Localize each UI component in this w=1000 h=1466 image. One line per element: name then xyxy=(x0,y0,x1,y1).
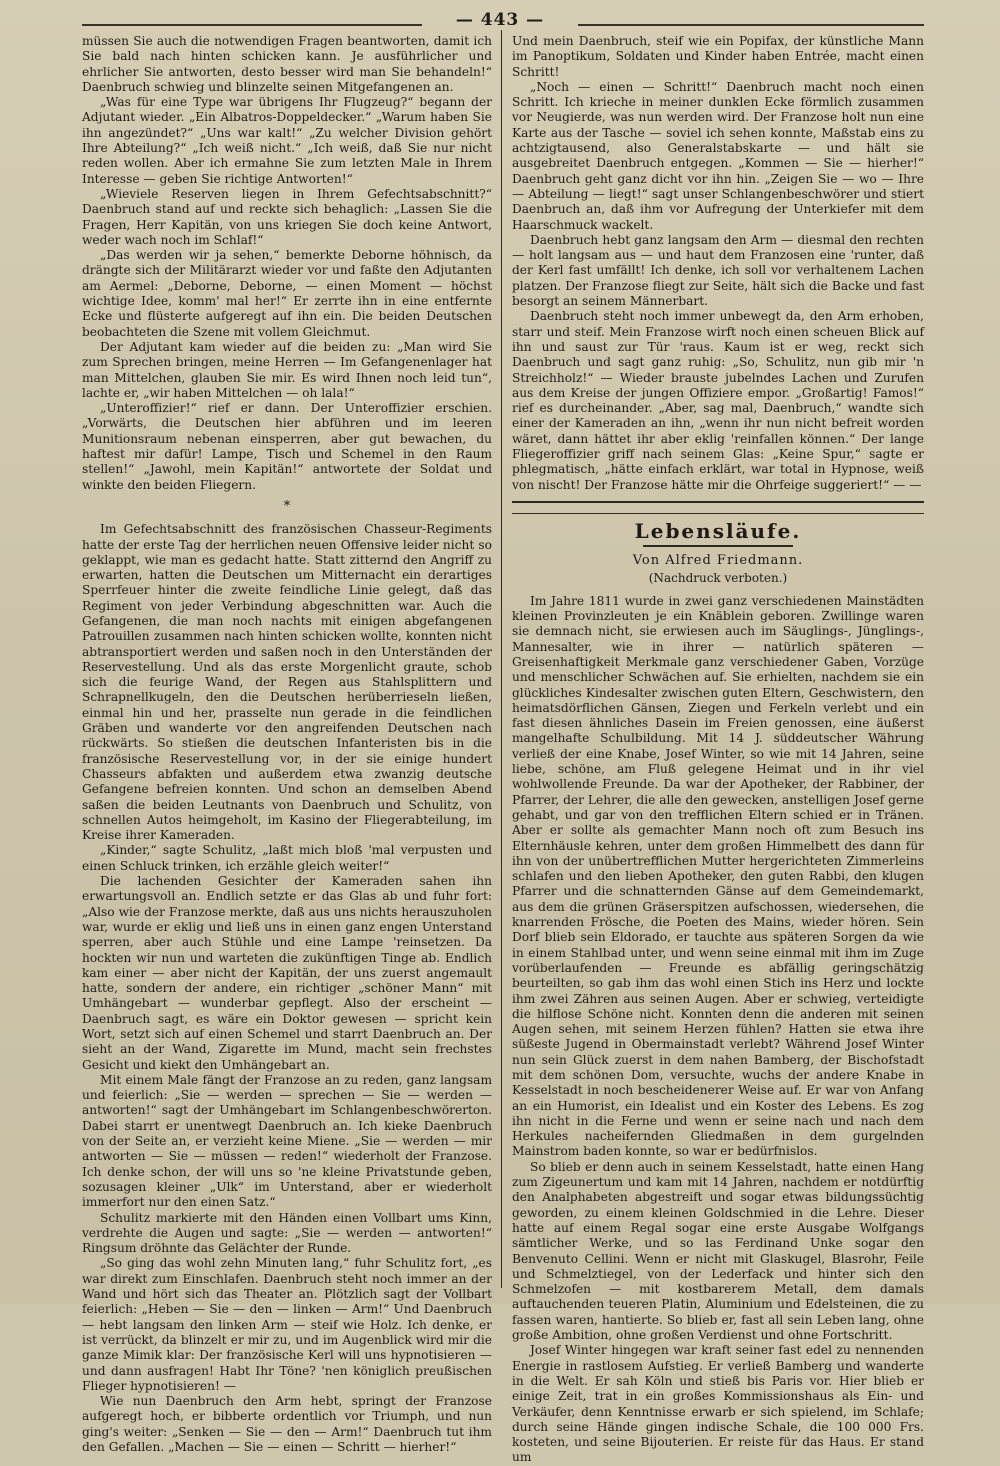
reprint-note: (Nachdruck verboten.) xyxy=(648,570,788,585)
paragraph: „Das werden wir ja sehen,“ bemerkte Deborne höhnisch, da drängte sich der Militärarzt wieder vor und faßte den Adjutanten am Aermel: „Deborne, Deborne, — einen Moment — höchst wichtige Idee, komm' mal her!“ Er zerrte ihn in eine entfernte Ecke und flüsterte aufgeregt auf ihn ein. Die beiden Deutschen beobachteten die Szene mit vollem Gleichmut. xyxy=(82,248,492,339)
paragraph: Daenbruch hebt ganz langsam den Arm — diesmal den rechten — holt langsam aus — und haut dem Franzosen eine 'runter, daß der Kerl fast umfällt! Ich denke, ich soll vor verhaltenem Lachen platzen. Der Franzose fliegt zur Seite, hält sich die Backe und fast besorgt an seinem Männerbart. xyxy=(512,232,924,309)
paragraph: So blieb er denn auch in seinem Kesselstadt, hatte einen Hang zum Zigeunertum und kam mit 14 Jahren, nachdem er notdürftig den Analphabeten abgestreift und sogar etwas bildungssüchtig geworden, zu einem kleinen Goldschmied in die Lehre. Dieser hatte auf einem Regal sogar eine erste Ausgabe Wolfgangs sämtlicher Werke, und so las Ferdinand Unke sogar den Benvenuto Cellini. Wenn er nicht mit Glaskugel, Blasrohr, Feile und Schmelztiegel, von der Lederfack und hinter sich den Schmelzofen — mit kostbarerem Metall, dem damals auftauchenden teueren Platin, Aluminium und Edelsteinen, die zu fassen waren, hantierte. So blieb er, fast all sein Leben lang, ohne große Ambition, ohne großen Verdienst und ohne Fortschritt. xyxy=(512,1159,924,1343)
right-column xyxy=(512,34,924,1465)
paragraph: „Wieviele Reserven liegen in Ihrem Gefechtsabschnitt?“ Daenbruch stand auf und reckte sich behaglich: „Lassen Sie die Fragen, Herr Kapitän, von uns kriegen Sie doch keine Antwort, weder wach noch im Schlaf!“ xyxy=(82,186,492,247)
page-number: — 443 — xyxy=(455,10,545,30)
top-rule-left xyxy=(82,24,422,26)
paragraph: Schulitz markierte mit den Händen einen Vollbart ums Kinn, verdrehte die Augen und sagte: „Sie — werden — antworten!“ Ringsum dröhnte das Gelächter der Runde. xyxy=(82,1210,492,1256)
paragraph: Die lachenden Gesichter der Kameraden sahen ihn erwartungsvoll an. Endlich setzte er das Glas ab und fuhr fort: „Also wie der Franzose merkte, daß aus uns nichts herauszuholen war, wurde er eklig und ließ uns in einen ganz engen Unterstand sperren, aber auch Stühle und eine Lampe 'reinsetzen. Da hockten wir nun und warteten die zukünftigen Tinge ab. Endlich kam einer — aber nicht der Kapitän, der uns zuerst angemault hatte, sondern der andere, ein richtiger „schöner Mann“ mit Umhängebart — wunderbar gepflegt. Also der erscheint — Daenbruch sagt, es wäre ein Doktor gewesen — spricht kein Wort, setzt sich auf einen Schemel und starrt Daenbruch an. Der sieht an der Wand, Zigarette im Mund, macht sein frechstes Gesicht und kiekt den Umhängebart an. xyxy=(82,874,492,1072)
paragraph: Wie nun Daenbruch den Arm hebt, springt der Franzose aufgeregt hoch, er bibberte ordentlich vor Triumph, und nun ging's weiter: „Senken — Sie — den — Arm!“ Daenbruch tut ihm den Gefallen. „Machen — Sie — einen — Schritt — hierher!“ xyxy=(82,1394,492,1455)
paragraph: Mit einem Male fängt der Franzose an zu reden, ganz langsam und feierlich: „Sie — werden — sprechen — Sie — werden — antworten!“ sagt der Umhängebart im Schlangenbeschwörerton. Dabei starrt er unentwegt Daenbruch an. Ich kieke Daenbruch von der Seite an, er verzieht keine Miene. „Sie — werden — mir antworten — Sie — müssen — reden!“ wiederholt der Franzose. Ich denke schon, der will uns so 'ne kleine Privatstunde geben, sozusagen kleiner „Ulk“ im Unterstand, aber er wiederholt immerfort nur den einen Satz.“ xyxy=(82,1072,492,1210)
paragraph: „Was für eine Type war übrigens Ihr Flugzeug?“ begann der Adjutant wieder. „Ein Albatros-Doppeldecker.“ „Warum haben Sie ihn angezündet?“ „Uns war kalt!“ „Zu welcher Division gehört Ihre Abteilung?“ „Ich weiß nicht.“ „Ich weiß, daß Sie nur nicht reden wollen. Aber ich ermahne Sie zum letzten Male in Ihrem Interesse — geben Sie richtige Antworten!“ xyxy=(82,95,492,186)
section-rule xyxy=(512,501,924,503)
paragraph: Der Adjutant kam wieder auf die beiden zu: „Man wird Sie zum Sprechen bringen, meine Herren — Im Gefangenenlager hat man Mittelchen, glauben Sie mir. Es wird Ihnen noch leid tun“, lachte er, „wir haben Mittelchen — oh lala!“ xyxy=(82,339,492,400)
column-divider xyxy=(501,30,502,1288)
paragraph: Im Jahre 1811 wurde in zwei ganz verschiedenen Mainstädten kleinen Provinzleuten je ein Knäblein geboren. Zwillinge waren sie demnach nicht, sie erwiesen auch im Säuglings-, Jünglings-, Mannesalter, wie in ihrer — natürlich späteren — Greisenhaftigkeit Merkmale ganz verschiedener Gaben, Vorzüge und menschlicher Schwächen auf. Sie erhielten, nachdem sie ein glückliches Kindesalter zwischen guten Eltern, Geschwistern, den heimatsdörflichen Gänsen, Ziegen und Ferkeln verlebt und ein fast diesen ähnliches Dasein im Freien genossen, eine äußerst mangelhafte Schulbildung. Mit 14 J. süddeutscher Währung verließ der eine Knabe, Josef Winter, so wie mit 14 Jahren, seine liebe, schöne, am Fluß gelegene Heimat und in ihr viel wohlwollende Freunde. Da war der Apotheker, der Rabbiner, der Pfarrer, der Lehrer, die alle den gewecken, anstelligen Josef gerne gehabt, und gar von den trefflichen Eltern schied er in Tränen. Aber er sollte als gemachter Mann noch oft zum Besuch ins Elternhäusle kehren, unter dem großen Himmelbett des dann für ihn von der unübertrefflichen Mutter hergerichteten Zimmerleins schlafen und den lieben Apotheker, den guten Rabbi, den klugen Pfarrer und die schnatternden Gänse auf dem Gemeindemarkt, aus dem die grünen Gräserspitzen aufschossen, wiedersehen, die knarrenden Frösche, die Poeten des Mains, wieder hören. Sein Dorf blieb sein Eldorado, er tauchte aus späteren Sorgen da wie in einem Stahlbad unter, und wenn seine einmal mit ihm im Zuge vorüberlaufenden — Freunde es abfällig geringschätzig beurteilten, so gab ihm das wohl einen Stich ins Herz und lockte ihm zwei Zähren aus seinen Augen. Aber er schwieg, verteidigte die hilflose Schöne nicht. Konnten denn die anderen mit seinen Augen sehen, mit seinem Herzen fühlen? Hatten sie etwa ihre süßeste Jugend in Obermainstadt verlebt? Während Josef Winter nun sein Glück zuerst in dem nahen Bamberg, der Bischofstadt mit dem schönen Dom, versuchte, wuchs der andere Knabe in Kesselstadt in noch bescheidenerer Weise auf. Er war von Anfang an ein Humorist, ein Idealist und ein Koster des Lebens. Es zog ihn nicht in die Ferne und wenn er seine nach und nach dem Herkules nacheifernden Gliedmaßen in dem gurgelnden Mainstrom baden konnte, so war er bedürfnislos. xyxy=(512,593,924,1159)
paragraph: „So ging das wohl zehn Minuten lang,“ fuhr Schulitz fort, „es war direkt zum Einschlafen. Daenbruch steht noch immer an der Wand und hört sich das Theater an. Plötzlich sagt der Vollbart feierlich: „Heben — Sie — den — linken — Arm!“ Und Daenbruch — hebt langsam den linken Arm — steif wie Holz. Ich denke, er ist verrückt, da blinzelt er mir zu, und im Augenblick wird mir die ganze Mimik klar: Der französische Kerl will uns hypnotisieren — und dann ausfragen! Habt Ihr Töne? 'nen königlich preußischen Flieger hypnotisieren! — xyxy=(82,1256,492,1393)
section-rule xyxy=(512,513,924,514)
paragraph: „Unteroffizier!“ rief er dann. Der Unteroffizier erschien. „Vorwärts, die Deutschen hier abführen und im leeren Munitionsraum nebenan einsperren, aber gut bewachen, du haftest mir dafür! Lampe, Tisch und Schemel in den Raum stellen!“ „Jawohl, mein Kapitän!“ antwortete der Soldat und winkte den beiden Fliegern. xyxy=(82,401,492,492)
paragraph: Im Gefechtsabschnitt des französischen Chasseur-Regiments hatte der erste Tag der herrlichen neuen Offensive leider nicht so geklappt, wie man es gedacht hatte. Statt zitternd den Angriff zu erwarten, hatten die Deutschen um Mitternacht ein derartiges Sperrfeuer hinter die zweite feindliche Linie gelegt, daß das Regiment von jeder Verbindung abgeschnitten war. Auch die Gefangenen, die man noch nachts mit einigen abgefangenen Patrouillen zusammen nach hinten schicken wollte, konnten nicht abtransportiert werden und saßen noch in den Unterständen der Reservestellung. Und als das erste Morgenlicht graute, schob sich die feurige Wand, der Regen aus Stahlsplittern und Schrapnellkugeln, den die Deutschen herüberrieseln ließen, einmal hin und her, prasselte nun gerade in die feindlichen Gräben und wanderte vor den angreifenden Deutschen nach rückwärts. So stießen die deutschen Infanteristen bis in die französische Reservestellung vor, in der sie einige hundert Chasseurs abfakten und außerdem etwa zwanzig deutsche Gefangene befreien konnten. Und schon an demselben Abend saßen die beiden Leutnants von Daenbruch und Schulitz, von schnellen Autos heimgeholt, im Kasino der Fliegerabteilung, im Kreise ihrer Kameraden. xyxy=(82,522,492,843)
story-byline: Von Alfred Friedmann. xyxy=(632,553,804,569)
left-column xyxy=(82,34,492,1455)
paragraph: „Noch — einen — Schritt!“ Daenbruch macht noch einen Schritt. Ich krieche in meiner dunklen Ecke förmlich zusammen vor Neugierde, was nun werden wird. Der Franzose holt nun eine Karte aus der Tasche — soviel ich sehen konnte, Maßstab eins zu achtzigtausend, also Generalstabskarte — und hält sie ausgebreitet Daenbruch entgegen. „Kommen — Sie — hierher!“ Daenbruch geht ganz dicht vor ihn hin. „Zeigen Sie — wo — Ihre — Abteilung — liegt!“ sagt unser Schlangenbeschwörer und stiert Daenbruch an, daß ihm vor Aufregung der Unterkiefer mit dem Haarschmuck wackelt. xyxy=(512,79,924,232)
story-title: Lebensläufe. xyxy=(634,518,802,543)
paragraph: Daenbruch steht noch immer unbewegt da, den Arm erhoben, starr und steif. Mein Franzose wirft noch einen scheuen Blick auf ihn und saust zur Tür 'raus. Kaum ist er weg, reckt sich Daenbruch und sagt ganz ruhig: „So, Schulitz, nun gib mir 'n Streichholz!“ — Wieder brauste jubelndes Lachen und Zurufen aus dem Kreise der jungen Offiziere empor. „Großartig! Famos!“ rief es durcheinander. „Aber, sag mal, Daenbruch,“ wandte sich einer der Kameraden an ihn, „wenn ihr nun nicht befreit worden wäret, dann hättet ihr aber eklig 'reinfallen können.“ Der lange Fliegeroffizier griff nach seinem Glas: „Keine Spur,“ sagte er phlegmatisch, „hätte einfach erklärt, war total in Hypnose, weiß von nischt! Der Franzose hätte mir die Ohrfeige suggeriert!“ — — xyxy=(512,309,924,492)
top-rule-right xyxy=(578,24,924,26)
title-underline xyxy=(643,545,793,547)
paragraph: müssen Sie auch die notwendigen Fragen beantworten, damit ich Sie bald nach hinten schicken kann. Je ausführlicher und ehrlicher Sie antworten, desto besser wird man Sie behandeln!“ Daenbruch schwieg und blinzelte seinen Mitgefangenen an. xyxy=(82,34,492,94)
paragraph: „Kinder,“ sagte Schulitz, „laßt mich bloß 'mal verpusten und einen Schluck trinken, ich erzähle gleich weiter!“ xyxy=(82,843,492,873)
paragraph: Und mein Daenbruch, steif wie ein Popifax, der künstliche Mann im Panoptikum, Soldaten und Kinder haben Entrée, macht einen Schritt! xyxy=(512,34,924,79)
scene-break: * xyxy=(283,498,291,514)
paragraph: Josef Winter hingegen war kraft seiner fast edel zu nennenden Energie in rastlosem Aufstieg. Er verließ Bamberg und wanderte in die Welt. Er sah Köln und stieß bis Paris vor. Hier blieb er einige Zeit, trat in ein großes Kommissionshaus als Ein- und Verkäufer, denn Kenntnisse erwarb er sich spielend, im Schlafe; durch seine Hände gingen indische Schale, die 100 000 Frs. kosteten, und seine Bijouterien. Er reiste für das Haus. Er stand um xyxy=(512,1343,924,1465)
